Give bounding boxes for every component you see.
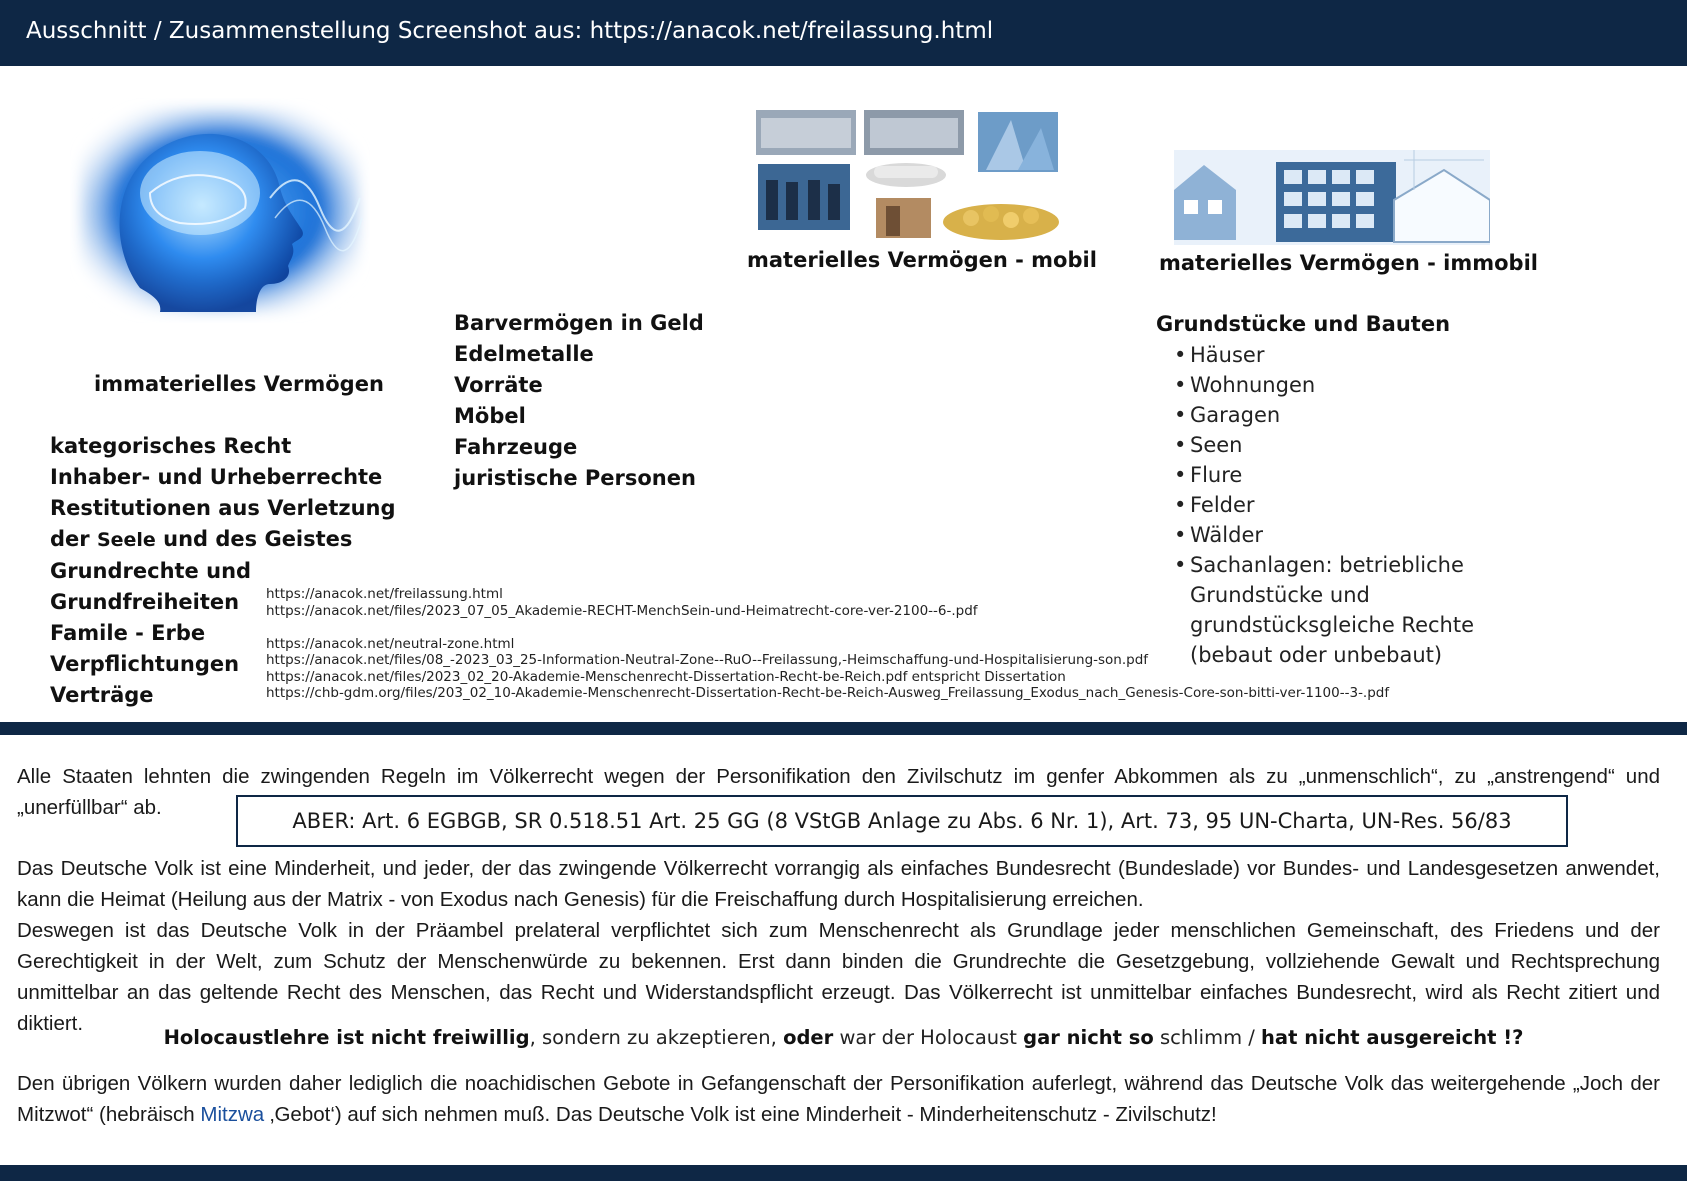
link-list (266, 586, 1389, 702)
paragraph-3: Deswegen ist das Deutsche Volk in der Präambel prelateral verpflichtet sich zum Menschenrecht als Grundlage jeder menschlichen Gemeinschaft, des Friedens und der Gerechtigkeit in der Welt, zum Schutz der Menschenwürde zu bekennen. Erst dann binden die Grundrechte die Gesetzgebung, vollziehende Gewalt und Rechtsprechung unmittelbar an das geltende Recht des Menschen, das Recht und Widerstandspflicht erzeugt. Das Völkerrecht ist unmittelbar einfaches Bundesrecht, wird als Recht zitiert und diktiert. (17, 919, 1660, 1035)
immobile-caption: materielles Vermögen - immobil (1159, 251, 1538, 275)
list-item: Grundrechte und (50, 559, 252, 583)
list-item: Fahrzeuge (454, 435, 578, 459)
holo-bold-2: oder (783, 1026, 834, 1049)
list-item: • Seen (1174, 430, 1504, 460)
mitzwa-link[interactable]: Mitzwa (200, 1103, 265, 1126)
header-bar (0, 0, 1687, 66)
paragraph-4 (17, 1068, 1660, 1130)
mobile-list (454, 308, 704, 494)
holocaust-line (0, 1026, 1687, 1049)
seele-suffix: und des Geistes (163, 527, 353, 551)
list-item: Vorräte (454, 373, 543, 397)
real-estate-image (1174, 150, 1490, 245)
holo-text-1: , sondern zu akzeptieren, (529, 1026, 784, 1049)
link-text[interactable]: https://anacok.net/freilassung.html (266, 586, 503, 602)
link-text[interactable]: https://anacok.net/files/2023_07_05_Akademie-RECHT-MenchSein-und-Heimatrecht-core-ver-2100--6-.pdf (266, 602, 978, 619)
list-item (50, 524, 396, 556)
immobile-heading: Grundstücke und Bauten (1156, 312, 1451, 336)
header-title: Ausschnitt / Zusammenstellung Screenshot aus: https://anacok.net/freilassung.html (26, 18, 994, 44)
link-text[interactable]: https://anacok.net/files/2023_02_20-Akademie-Menschenrecht-Dissertation-Recht-be-Reich.pdf entspricht Dissertation (266, 668, 1066, 685)
list-item: • Häuser (1174, 340, 1504, 370)
list-item: • Flure (1174, 460, 1504, 490)
paragraph-1: Alle Staaten lehnten die zwingenden Regeln im Völkerrecht wegen der Personifikation den Zivilschutz im genfer Abkommen als zu „unmenschlich“, zu „anstrengend“ und „unerfüllbar“ ab. (17, 765, 1660, 819)
para4-end: ‚Gebot‘) auf sich nehmen muß. Das Deutsche Volk ist eine Minderheit - Minderheitenschutz - Zivilschutz! (264, 1103, 1217, 1126)
list-item: juristische Personen (454, 466, 696, 490)
list-item: Barvermögen in Geld (454, 311, 704, 335)
list-item: kategorisches Recht (50, 434, 292, 458)
list-item: Edelmetalle (454, 342, 594, 366)
list-item: Verpflichtungen (50, 652, 240, 676)
holo-bold-4: hat nicht ausgereicht !? (1261, 1026, 1524, 1049)
link-text[interactable]: https://chb-gdm.org/files/203_02_10-Akademie-Menschenrecht-Dissertation-Recht-be-Reich-Ausweg_Freilassung_Exodus_nach_Genesis-Core-son-bitti-ver-1100--3-.pdf (266, 685, 1390, 701)
list-item: Verträge (50, 683, 154, 707)
immaterial-caption: immaterielles Vermögen (94, 372, 384, 396)
list-item: Famile - Erbe (50, 621, 206, 645)
section-divider (0, 722, 1687, 735)
brain-image (70, 98, 370, 323)
list-item: • Felder (1174, 490, 1504, 520)
holo-bold-1: Holocaustlehre ist nicht freiwillig (163, 1026, 530, 1049)
list-item: Grundfreiheiten (50, 590, 240, 614)
list-item: • Wohnungen (1174, 370, 1504, 400)
aber-box: ABER: Art. 6 EGBGB, SR 0.518.51 Art. 25 GG (8 VStGB Anlage zu Abs. 6 Nr. 1), Art. 73, 95 UN-Charta, UN-Res. 56/83 (236, 795, 1568, 847)
list-item: Möbel (454, 404, 526, 428)
link-text[interactable]: https://anacok.net/neutral-zone.html (266, 635, 515, 652)
list-item: Inhaber- und Urheberrechte (50, 465, 383, 489)
holo-text-2: war der Holocaust (833, 1026, 1024, 1049)
mobile-assets-collage (756, 110, 1060, 242)
list-item: • Wälder (1174, 520, 1504, 550)
paragraph-2: Das Deutsche Volk ist eine Minderheit, und jeder, der das zwingende Völkerrecht vorrangig als einfaches Bundesrecht (Bundeslade) vor Bundes- und Landesgesetzen anwendet, kann die Heimat (Heilung aus der Matrix - von Exodus nach Genesis) für die Freischaffung durch Hospitalisierung erreichen. (17, 857, 1660, 911)
holo-text-3: schlimm / (1153, 1026, 1262, 1049)
seele-prefix: der (50, 527, 90, 551)
para4-start: Den übrigen Völkern wurden daher lediglich die noachidischen Gebote in Gefangenschaft der Personifikation auferlegt, während das Deutsche Volk das weitergehende „Joch der Mitzwot“ (hebräisch (17, 1072, 1660, 1126)
mobile-caption: materielles Vermögen - mobil (747, 248, 1097, 272)
link-text[interactable]: https://anacok.net/files/08_-2023_03_25-Information-Neutral-Zone--RuO--Freilassung,-Heimschaffung-und-Hospitalisierung-son.pdf (266, 652, 1149, 668)
holo-bold-3: gar nicht so (1023, 1026, 1154, 1049)
list-item: • Garagen (1174, 400, 1504, 430)
seele-word: Seele (96, 529, 156, 551)
list-item: Restitutionen aus Verletzung (50, 496, 396, 520)
footer-bar (0, 1165, 1687, 1181)
list-item: • Sachanlagen: betriebliche Grundstücke und grundstücksgleiche Rechte (bebaut oder unbebaut) (1174, 550, 1504, 670)
